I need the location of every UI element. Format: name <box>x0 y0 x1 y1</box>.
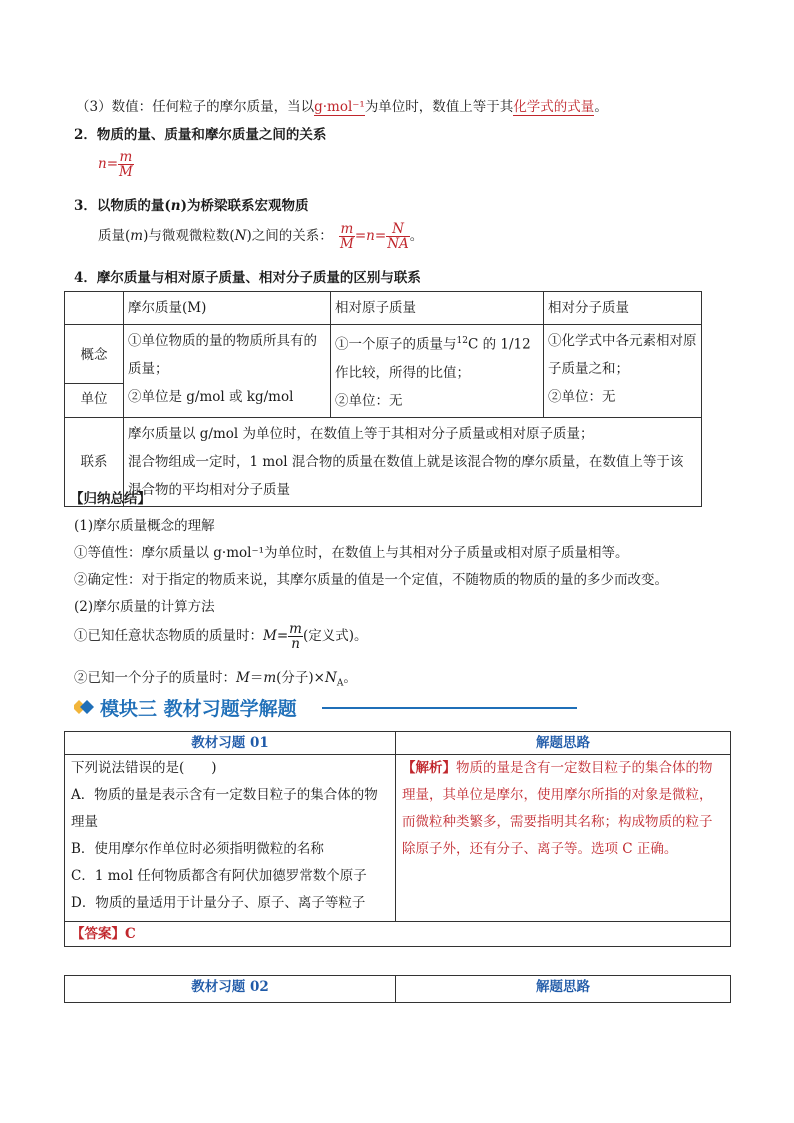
item3-answer: 化学式的式量 <box>513 99 595 115</box>
cell-atomic-concept <box>335 327 539 387</box>
row-label-concept-unit <box>65 325 124 418</box>
answer-value: C <box>125 926 136 942</box>
formula3-end: 。 <box>409 228 424 244</box>
formula2-eq: = <box>106 156 119 172</box>
cell-link <box>124 417 702 506</box>
summary-p5 <box>74 622 368 651</box>
exercise-01-question-cell <box>65 755 396 922</box>
summary-p6-c: m <box>263 670 277 686</box>
formula3-var-N: N <box>234 228 247 244</box>
answer-tag: 【答案】 <box>71 926 125 942</box>
cell-molecular <box>544 325 702 418</box>
cell-molecular-concept: ①化学式中各元素相对原子质量之和； <box>548 333 697 377</box>
cell-molar <box>124 325 331 418</box>
summary-p6 <box>74 666 357 689</box>
row-label-unit: 单位 <box>80 391 108 408</box>
table-header-molecular: 相对分子质量 <box>544 292 702 325</box>
link-line-2: 混合物组成一定时，1 mol 混合物的质量在数值上就是该混合物的摩尔质量，在数值上等于该 <box>128 453 684 470</box>
formula2-num: m <box>119 149 133 165</box>
formula3-frac2-den: NA <box>387 236 409 252</box>
exercise-01-head: 教材习题 01 <box>65 732 396 755</box>
analysis-tag: 【解析】 <box>402 760 456 776</box>
summary-p5-eq: = <box>276 628 289 644</box>
summary-p1: (1)摩尔质量概念的理解 <box>74 518 215 534</box>
table-header-atomic: 相对原子质量 <box>331 292 544 325</box>
formula3-text-c: )之间的关系： <box>246 228 333 244</box>
cell-molar-concept: ①单位物质的量的物质所具有的质量； <box>128 333 317 377</box>
cell-molar-unit: ②单位是 g/mol 或 kg/mol <box>128 389 294 405</box>
summary-p6-end: 。 <box>343 670 357 686</box>
summary-p5-den: n <box>291 636 300 652</box>
analysis-line-3: 而微粒种类繁多，需要指明其名称；构成物质的粒子 <box>402 814 713 830</box>
formula3-mid: n <box>366 228 375 244</box>
diamond-arrow-icon <box>74 698 96 720</box>
comparison-table <box>64 291 702 507</box>
exercise-01-answer-row <box>65 922 731 947</box>
cell-atomic-concept-a: ①一个原子的质量与 <box>335 336 457 353</box>
exercise-01-option-c: C．1 mol 任何物质都含有阿伏加德罗常数个原子 <box>71 868 367 884</box>
summary-p5-a: ①已知任意状态物质的质量时： <box>74 628 263 644</box>
summary-p6-b: ＝ <box>249 670 264 686</box>
formula2-lhs: n <box>98 156 107 172</box>
item3-line <box>76 95 608 115</box>
row-label-concept: 概念 <box>65 327 123 384</box>
table-header-empty <box>65 292 124 325</box>
formula3-eq1: = <box>354 228 367 244</box>
link-line-1: 摩尔质量以 g/mol 为单位时，在数值上等于其相对分子质量或相对原子质量； <box>128 425 594 442</box>
summary-p6-sub: A <box>336 678 344 689</box>
summary-p6-a: ②已知一个分子的质量时： <box>74 670 236 686</box>
exercise-02-solution-head: 解题思路 <box>396 976 731 1003</box>
cell-atomic-sup: 12 <box>456 336 468 346</box>
summary-p5-var: M <box>263 628 277 644</box>
exercise-01-solution-head: 解题思路 <box>396 732 731 755</box>
formula-3-line <box>98 222 423 251</box>
exercise-01-option-b: B．使用摩尔作单位时必须指明微粒的名称 <box>71 841 324 857</box>
table-header-molar: 摩尔质量(M) <box>124 292 331 325</box>
summary-p2: ①等值性：摩尔质量以 g·mol⁻¹为单位时，在数值上与其相对分子质量或相对原子质量相等。 <box>74 545 629 561</box>
analysis-line-4: 除原子外，还有分子、离子等。选项 C 正确。 <box>402 841 678 857</box>
exercise-01-table <box>64 731 731 947</box>
formula-n-m-M <box>98 150 134 179</box>
formula2-den: M <box>119 164 133 180</box>
formula3-frac1-den: M <box>340 236 354 252</box>
cell-molecular-unit: ②单位：无 <box>548 389 616 405</box>
summary-title: 【归纳总结】 <box>70 491 151 507</box>
summary-p6-d: (分子)× <box>276 670 325 686</box>
item3-prefix: （3）数值：任何粒子的摩尔质量，当以 <box>76 99 315 115</box>
heading-3 <box>74 194 309 214</box>
formula3-eq2: = <box>374 228 387 244</box>
exercise-02-table <box>64 975 731 1003</box>
exercise-01-analysis-cell <box>396 755 731 922</box>
formula3-text-b: )与微观微粒数( <box>143 228 235 244</box>
formula3-frac1-num: m <box>340 221 354 237</box>
module-divider <box>322 707 577 709</box>
exercise-01-option-a-1: A．物质的量是表示含有一定数目粒子的集合体的物 <box>71 787 378 803</box>
summary-p3: ②确定性：对于指定的物质来说，其摩尔质量的值是一个定值，不随物质的物质的量的多少而改变。 <box>74 572 668 588</box>
item3-end: 。 <box>594 99 608 115</box>
summary-p4: (2)摩尔质量的计算方法 <box>74 599 215 615</box>
summary-p6-var: M <box>236 670 250 686</box>
heading3-prefix: 3．以物质的量( <box>74 198 171 214</box>
item3-mid: 为单位时，数值上等于其 <box>364 99 514 115</box>
link-line-3: 混合物的平均相对分子质量 <box>128 481 290 498</box>
heading3-var: n <box>170 198 181 214</box>
heading-4: 4．摩尔质量与相对原子质量、相对分子质量的区别与联系 <box>74 270 421 286</box>
formula3-var-m: m <box>130 228 144 244</box>
exercise-01-question: 下列说法错误的是( ) <box>71 760 217 776</box>
summary-p5-num: m <box>289 621 302 637</box>
formula3-text-a: 质量( <box>98 228 131 244</box>
item3-unit: g·mol⁻¹ <box>314 99 365 115</box>
summary-p5-b: (定义式)。 <box>302 628 368 644</box>
analysis-line-1: 物质的量是含有一定数目粒子的集合体的物 <box>456 760 713 776</box>
cell-atomic-concept-b: C 的 1/12 作比较，所得的比值； <box>335 336 531 381</box>
summary-p6-e: N <box>325 670 337 686</box>
exercise-01-option-d: D．物质的量适用于计量分子、原子、离子等粒子 <box>71 895 366 911</box>
cell-atomic-unit: ②单位：无 <box>335 392 403 409</box>
module-title: 模块三 教材习题学解题 <box>100 698 297 720</box>
exercise-01-option-a-2: 理量 <box>71 814 98 830</box>
heading3-suffix: )为桥梁联系宏观物质 <box>180 198 309 214</box>
row-label-link: 联系 <box>65 417 124 506</box>
formula3-frac2-num: N <box>386 222 410 237</box>
exercise-02-head: 教材习题 02 <box>65 976 396 1003</box>
heading-2: 2．物质的量、质量和摩尔质量之间的关系 <box>74 127 327 143</box>
cell-atomic <box>331 325 544 418</box>
analysis-line-2: 理量，其单位是摩尔，使用摩尔所指的对象是微粒， <box>402 787 713 803</box>
